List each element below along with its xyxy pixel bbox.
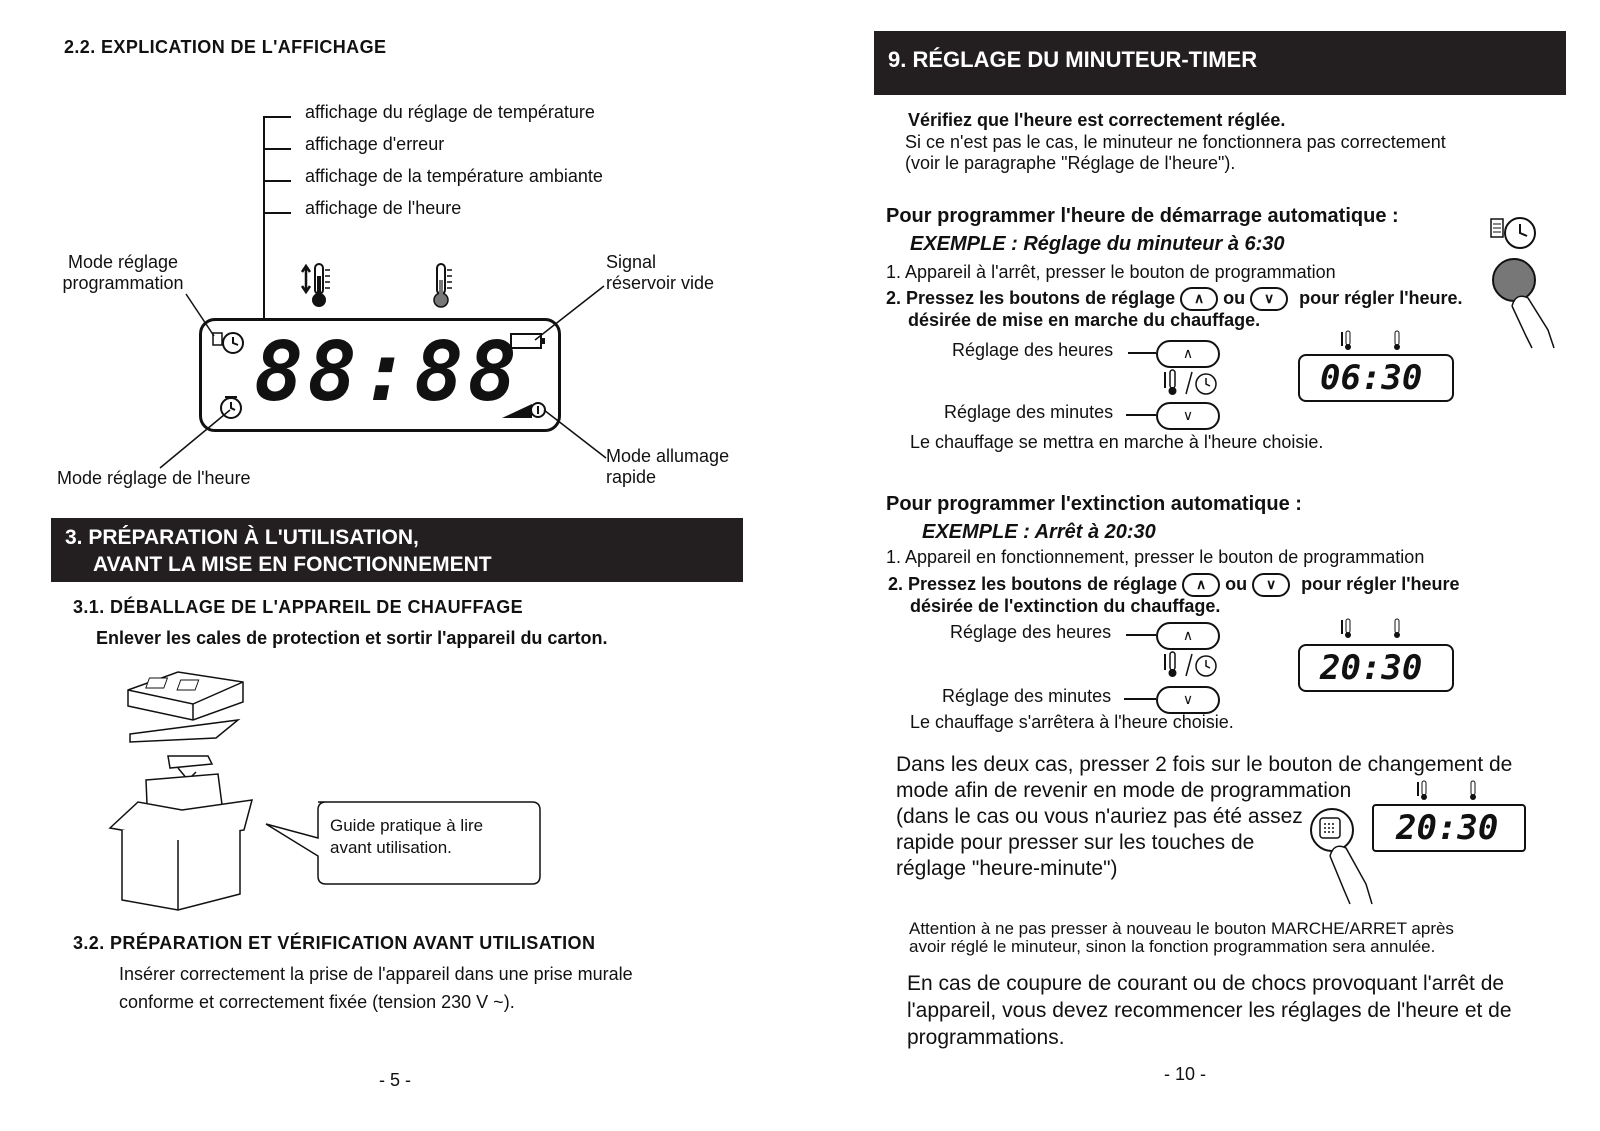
attention-line1: Attention à ne pas presser à nouveau le bouton MARCHE/ARRET après	[909, 919, 1454, 938]
leader-lines	[0, 0, 800, 500]
or-text: ou	[1225, 573, 1248, 594]
guide-text	[330, 815, 483, 859]
signal-line1: Signal	[606, 252, 657, 272]
section-3-1-title: 3.1. DÉBALLAGE DE L'APPAREIL DE CHAUFFAGE	[73, 597, 524, 617]
start-step2	[886, 287, 1463, 311]
verify-title: Vérifiez que l'heure est correctement réglée.	[908, 110, 1286, 130]
power-line3: programmations.	[907, 1026, 1065, 1049]
or-text: ou	[1223, 287, 1246, 308]
verify-text	[905, 132, 1446, 174]
lcd-stop-time	[1298, 644, 1454, 692]
section-2-2-title: 2.2. EXPLICATION DE L'AFFICHAGE	[64, 37, 387, 57]
guide-line2: avant utilisation.	[330, 838, 452, 857]
unpacking-illustration	[108, 660, 288, 920]
both-line2: mode afin de revenir en mode de programmation	[896, 779, 1352, 802]
start-time-digits: 06:30	[1320, 358, 1423, 398]
display-label: affichage de l'heure	[305, 198, 462, 218]
guide-line1: Guide pratique à lire	[330, 816, 484, 835]
power-line1: En cas de coupure de courant ou de chocs provoquant l'arrêt de	[907, 972, 1505, 995]
minutes-leader	[1126, 414, 1156, 416]
power-cut-text	[907, 970, 1512, 1051]
down-button-icon: ∨	[1156, 686, 1220, 714]
stop-step2-end: pour régler l'heure	[1301, 573, 1460, 594]
thermo-clock-icon	[1162, 368, 1218, 398]
display-label: affichage d'erreur	[305, 134, 445, 154]
attention-text	[909, 920, 1454, 956]
start-step2-end: pour régler l'heure.	[1299, 287, 1463, 308]
stop-step2	[888, 573, 1460, 597]
both-line5: réglage "heure-minute")	[896, 857, 1118, 880]
section-9-title: 9. RÉGLAGE DU MINUTEUR-TIMER	[888, 47, 1258, 72]
finger-icon	[1326, 840, 1378, 906]
section-3-2-line2: conforme et correctement fixée (tension 230 V ~).	[119, 992, 515, 1012]
mode-prog-line2: programmation	[62, 273, 184, 293]
hours-leader	[1126, 634, 1156, 636]
mode-time-digits: 20:30	[1396, 808, 1499, 848]
signal-line2: réservoir vide	[606, 273, 715, 293]
mode-allumage-label	[606, 446, 729, 488]
stop-step2-text: 2. Pressez les boutons de réglage	[888, 573, 1178, 594]
hours-label: Réglage des heures	[952, 340, 1114, 360]
display-label: affichage de la température ambiante	[305, 166, 603, 186]
minutes-leader	[1124, 698, 1156, 700]
verify-line3: (voir le paragraphe "Réglage de l'heure").	[905, 153, 1236, 173]
section-3-banner	[51, 518, 743, 582]
lcd-start-time	[1298, 354, 1454, 402]
down-button-icon: ∨	[1156, 402, 1220, 430]
stop-step1: 1. Appareil en fonctionnement, presser le bouton de programmation	[886, 547, 1425, 567]
minutes-label: Réglage des minutes	[944, 402, 1114, 422]
both-line4: rapide pour presser sur les touches de	[896, 831, 1255, 854]
down-button-icon: ∨	[1252, 573, 1290, 597]
start-step2-text: 2. Pressez les boutons de réglage	[886, 287, 1176, 308]
start-title: Pour programmer l'heure de démarrage automatique :	[886, 205, 1399, 227]
up-button-icon: ∧	[1156, 622, 1220, 650]
stop-step2-line2: désirée de l'extinction du chauffage.	[910, 596, 1221, 616]
section-3-2-text	[119, 960, 633, 1016]
display-label: affichage du réglage de température	[305, 102, 595, 122]
stop-time-digits: 20:30	[1320, 648, 1423, 688]
section-3-1-text: Enlever les cales de protection et sortir l'appareil du carton.	[96, 628, 608, 648]
up-button-icon: ∧	[1180, 287, 1218, 311]
both-line3: (dans le cas ou vous n'auriez pas été assez	[896, 805, 1303, 828]
page-number-left: - 5 -	[379, 1070, 412, 1090]
stop-title: Pour programmer l'extinction automatique :	[886, 493, 1302, 515]
up-button-icon: ∧	[1182, 573, 1220, 597]
start-step2-line2: désirée de mise en marche du chauffage.	[908, 310, 1261, 330]
start-example: EXEMPLE : Réglage du minuteur à 6:30	[910, 233, 1285, 255]
up-button-icon: ∧	[1156, 340, 1220, 368]
thermo-icons	[1340, 330, 1412, 352]
lcd-mode-time	[1372, 804, 1526, 852]
down-button-icon: ∨	[1250, 287, 1288, 311]
hours-leader	[1128, 352, 1156, 354]
thermo-icons	[1340, 618, 1412, 640]
mode-prog-line1: Mode réglage	[67, 252, 179, 272]
lcd-digits: 88:88	[254, 325, 521, 420]
attention-line2: avoir réglé le minuteur, sinon la fonction programmation sera annulée.	[909, 937, 1436, 956]
thermo-clock-icon	[1162, 650, 1218, 680]
section-3-title-line1: 3. PRÉPARATION À L'UTILISATION,	[65, 526, 419, 549]
section-9-banner	[874, 31, 1566, 95]
keypad-icon	[1318, 816, 1342, 840]
stop-example: EXEMPLE : Arrêt à 20:30	[922, 521, 1156, 543]
prog-clock-icon	[1490, 215, 1538, 251]
hours-label: Réglage des heures	[950, 622, 1112, 642]
section-3-2-line1: Insérer correctement la prise de l'appareil dans une prise murale	[119, 964, 633, 984]
start-step1: 1. Appareil à l'arrêt, presser le bouton de programmation	[886, 262, 1336, 282]
start-result: Le chauffage se mettra en marche à l'heure choisie.	[910, 432, 1324, 452]
power-line2: l'appareil, vous devez recommencer les réglages de l'heure et de	[907, 999, 1512, 1022]
thermo-icons	[1416, 780, 1488, 802]
stop-result: Le chauffage s'arrêtera à l'heure choisie.	[910, 712, 1234, 732]
mode-allumage-line2: rapide	[606, 467, 657, 487]
mode-allumage-line1: Mode allumage	[606, 446, 730, 466]
section-3-title-line2: AVANT LA MISE EN FONCTIONNEMENT	[93, 553, 492, 576]
finger-icon	[1508, 290, 1560, 350]
both-line1: Dans les deux cas, presser 2 fois sur le bouton de changement de	[896, 753, 1513, 776]
section-3-2-title: 3.2. PRÉPARATION ET VÉRIFICATION AVANT UTILISATION	[73, 933, 596, 953]
mode-heure-label: Mode réglage de l'heure	[57, 468, 251, 488]
minutes-label: Réglage des minutes	[942, 686, 1112, 706]
page-number-right: - 10 -	[1164, 1064, 1207, 1084]
verify-line2: Si ce n'est pas le cas, le minuteur ne fonctionnera pas correctement	[905, 132, 1446, 152]
